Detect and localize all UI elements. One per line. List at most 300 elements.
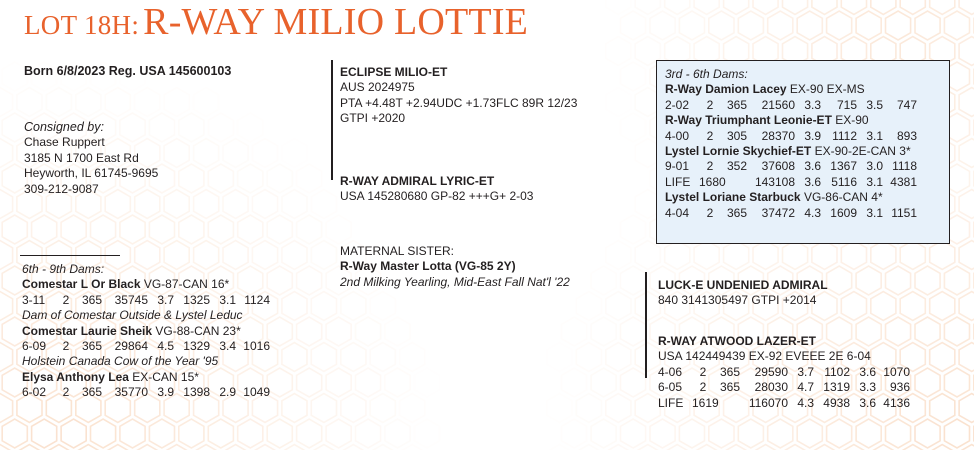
record-cell: 3.3 [804,97,821,112]
hexagon-shape [944,11,969,40]
hexagon-shape [621,11,646,40]
hexagon-shape [576,292,601,321]
record-cell: 3.4 [219,339,236,354]
hexagon-shape [709,419,734,448]
hexagon-shape [635,394,660,423]
hexagon-shape [238,164,263,193]
hexagon-shape [282,343,307,372]
record-cell: 3.9 [804,128,821,143]
record-cell: 1118 [892,159,917,174]
divider-line [20,255,120,256]
hexagon-shape [356,368,381,397]
hexagon-shape [547,343,572,372]
hexagon-shape [414,419,439,448]
record-cell: 35770 [114,385,148,400]
hexagon-shape [959,139,974,168]
mgs-name: LUCK-E UNDENIED ADMIRAL [658,278,828,292]
hexagon-shape [238,113,263,142]
hexagon-shape [311,241,336,270]
maternal-sister-name: R-Way Master Lotta (VG-85 2Y) [340,259,516,274]
hexagon-shape [841,0,866,15]
record-cell: 5116 [831,174,857,189]
record-cell: 936 [889,380,910,395]
hexagon-shape [356,419,381,448]
hexagon-shape [562,419,587,448]
record-cell: 4-04 [665,205,690,220]
record-cell: 365 [719,380,741,395]
hexagon-shape [959,241,974,270]
hexagon-shape [724,241,749,270]
sire-details [340,80,577,126]
record-cell: 1049 [243,385,270,400]
hexagon-shape [267,419,292,448]
record-cell: 3.1 [219,292,236,307]
production-record [665,159,917,174]
record-cell [714,396,746,411]
record-cell: 6-02 [22,385,47,400]
consignor-line: 3185 N 1700 East Rd [24,150,139,165]
hexagon-shape [164,190,189,219]
hexagon-shape [2,419,27,448]
hexagon-shape [135,88,160,117]
record-cell: 1124 [244,292,270,307]
record-cell: 3.6 [804,174,821,189]
hexagon-shape [194,190,219,219]
hexagon-shape [297,419,322,448]
hexagon-shape [149,215,174,244]
hexagon-shape [635,343,660,372]
consignor-line: Heyworth, IL 61745-9695 [24,166,159,181]
hexagon-shape [635,241,660,270]
record-cell: 4.7 [797,380,814,395]
mgs-block [658,278,828,309]
record-cell: 3.0 [866,159,883,174]
ancestor-name: R-Way Damion Lacey [665,82,790,97]
hexagon-shape [591,368,616,397]
dam-block [340,174,533,205]
hexagon-shape [238,215,263,244]
hexagon-shape [252,190,277,219]
hexagon-shape [900,241,925,270]
record-cell: 4938 [823,395,850,410]
record-cell: 1398 [183,385,210,400]
hexagon-shape [679,11,704,40]
production-record [658,396,910,411]
hexagon-shape [856,11,881,40]
hexagon-shape [841,292,866,321]
hexagon-shape [179,113,204,142]
hexagon-shape [959,37,974,66]
hexagon-shape [46,88,71,117]
hexagon-shape [812,241,837,270]
hexagon-shape [724,0,749,15]
hexagon-shape [621,62,646,91]
hexagon-shape [0,190,13,219]
hexagon-shape [0,139,13,168]
ancestor-classification: EX-90 EX-MS [789,82,865,97]
hexagon-shape [959,292,974,321]
record-cell: 3.7 [157,292,174,307]
record-cell: 28370 [761,128,795,143]
hexagon-shape [17,88,42,117]
granddam-details [658,349,910,364]
hexagon-shape [944,368,969,397]
record-cell: 2.9 [219,385,236,400]
lot-title [24,2,528,50]
dams-3-6-list [665,82,917,221]
record-cell: 3.9 [157,385,174,400]
hexagon-shape [900,0,925,15]
hexagon-shape [400,394,425,423]
production-record [665,206,917,221]
hexagon-shape [179,215,204,244]
hexagon-shape [223,190,248,219]
hexagon-shape [915,11,940,40]
hexagon-shape [282,190,307,219]
ancestor-line [22,324,270,339]
dams-3-6-box [656,60,950,244]
hexagon-shape [797,419,822,448]
hexagon-shape [267,164,292,193]
hexagon-shape [194,88,219,117]
hexagon-shape [768,11,793,40]
ancestor-name: Elysa Anthony Lea [22,369,133,384]
dam-details [340,189,533,204]
record-cell: 4-00 [665,128,690,143]
hexagon-shape [562,317,587,346]
record-cell: 9-01 [665,159,690,174]
record-cell: 715 [836,97,857,112]
maternal-sister-block [340,244,570,290]
hexagon-shape [930,0,955,15]
hexagon-shape [326,368,351,397]
hexagon-shape [326,419,351,448]
hexagon-shape [164,139,189,168]
hexagon-shape [930,292,955,321]
record-cell: 3.6 [859,395,876,410]
hexagon-shape [694,241,719,270]
record-cell: 365 [81,339,103,354]
hexagon-shape [267,317,292,346]
ancestor-classification: VG-86-CAN 4* [803,190,883,205]
record-cell: 365 [726,205,748,220]
record-cell: 365 [726,97,748,112]
hexagon-shape [341,394,366,423]
ancestor-note: Dam of Comestar Outside & Lystel Leduc [22,308,243,323]
ancestor-name: R-Way Triumphant Leonie-ET [665,113,836,128]
record-cell: 29864 [114,339,148,354]
production-record [665,175,917,190]
record-cell: 116070 [748,395,788,410]
hexagon-shape [32,419,57,448]
hexagon-shape [591,266,616,295]
hexagon-shape [576,394,601,423]
hexagon-shape [297,317,322,346]
record-cell: 893 [896,128,917,143]
consignor-heading: Consigned by: [24,120,104,134]
hexagon-shape [267,266,292,295]
hexagon-shape [871,241,896,270]
hexagon-shape [385,368,410,397]
ancestor-name: Lystel Lornie Skychief-ET [665,144,815,159]
production-record [665,129,917,144]
hexagon-shape [886,266,911,295]
lot-name: R-WAY MILIO LOTTIE [143,1,529,43]
ancestor-line [22,370,270,385]
hexagon-shape [753,0,778,15]
record-cell: 2 [706,205,714,220]
dams-6-9-list [22,277,270,400]
maternal-sister-heading: MATERNAL SISTER: [340,244,455,258]
hexagon-shape [0,241,13,270]
hexagon-shape [120,419,145,448]
hexagon-shape [856,419,881,448]
record-cell: 2 [62,385,70,400]
record-cell: 3.6 [804,159,821,174]
pedigree-bracket-sire [331,60,333,180]
record-cell: 3-11 [22,292,46,307]
hexagon-shape [606,292,631,321]
hexagon-shape [179,164,204,193]
hexagon-shape [105,88,130,117]
production-record [22,339,270,354]
hexagon-shape [297,368,322,397]
record-cell: 2 [699,364,707,379]
ancestor-classification: VG-88-CAN 23* [155,323,241,338]
mgs-detail: 840 3141305497 GTPI +2014 [658,293,817,308]
hexagon-shape [606,88,631,117]
hexagon-shape [871,292,896,321]
hexagon-shape [32,215,57,244]
production-record [658,365,910,380]
hexagon-shape [414,368,439,397]
hexagon-shape [370,292,395,321]
record-cell: 305 [726,128,748,143]
record-cell: 1325 [183,292,210,307]
production-record [22,385,270,400]
record-cell: 3.1 [866,174,883,189]
ancestor-classification: EX-90 [835,113,869,128]
hexagon-shape [944,317,969,346]
hexagon-shape [679,419,704,448]
hexagon-shape [841,241,866,270]
hexagon-shape [621,317,646,346]
record-cell: 1367 [830,159,857,174]
hexagon-shape [886,11,911,40]
hexagon-shape [282,241,307,270]
hexagon-shape [562,368,587,397]
hexagon-shape [282,292,307,321]
hexagon-shape [179,419,204,448]
record-cell: 747 [896,97,917,112]
record-cell: 1016 [243,339,270,354]
hexagon-shape [576,343,601,372]
hexagon-shape [915,368,940,397]
pedigree-bracket-mgs [645,272,647,378]
ancestor-line [22,277,270,292]
record-cell: 2-02 [665,97,690,112]
hexagon-shape [930,343,955,372]
ancestor-line [665,190,917,205]
hexagon-shape [886,419,911,448]
hexagon-shape [665,241,690,270]
record-cell: 4.3 [804,205,821,220]
hexagon-shape [385,419,410,448]
record-cell [721,175,753,190]
hexagon-shape [297,266,322,295]
hexagon-shape [944,419,969,448]
hexagon-shape [341,292,366,321]
hexagon-shape [665,0,690,15]
consignor-line: Chase Ruppert [24,135,105,150]
record-cell: 1070 [883,364,910,379]
hexagon-shape [267,368,292,397]
dams-3-6-heading: 3rd - 6th Dams: [665,67,748,81]
ancestor-name: Lystel Loriane Starbuck [665,190,804,205]
hexagon-shape [282,394,307,423]
hexagon-shape [267,215,292,244]
hexagon-shape [2,215,27,244]
hexagon-shape [282,139,307,168]
hexagon-shape [959,343,974,372]
hexagon-shape [0,88,13,117]
record-cell: 2 [706,97,714,112]
hexagon-shape [900,292,925,321]
record-cell: 29590 [754,364,788,379]
hexagon-shape [311,343,336,372]
dams-6-9-heading: 6th - 9th Dams: [22,262,105,276]
hexagon-shape [370,343,395,372]
ancestor-note: Holstein Canada Cow of the Year '95 [22,354,219,369]
granddam-block [658,334,910,411]
record-cell: 6-05 [658,380,683,395]
record-cell: 28030 [754,380,788,395]
ancestor-line [665,82,917,97]
dam-name: R-WAY ADMIRAL LYRIC-ET [340,174,495,188]
record-cell: 3.7 [797,364,814,379]
hexagon-shape [783,0,808,15]
hexagon-shape [208,164,233,193]
record-cell: 3.5 [866,97,883,112]
hexagon-shape [930,394,955,423]
hexagon-shape [797,11,822,40]
hexagon-shape [0,343,13,372]
ancestor-name: Comestar Laurie Sheik [22,323,156,338]
hexagon-shape [959,88,974,117]
consignor-lines [24,135,158,197]
hexagon-shape [208,215,233,244]
hexagon-shape [326,317,351,346]
record-cell: 143108 [754,174,795,189]
hexagon-shape [547,394,572,423]
hexagon-shape [606,0,631,15]
ancestor-line [665,113,917,128]
record-cell: 2 [699,380,707,395]
record-cell: 2 [706,128,714,143]
granddam-name: R-WAY ATWOOD LAZER-ET [658,334,816,348]
ancestor-line [665,144,917,159]
sire-detail: GTPI +2020 [340,111,406,126]
hexagon-shape [915,317,940,346]
hexagon-shape [650,11,675,40]
hexagon-shape [635,0,660,15]
hexagon-shape [61,419,86,448]
hexagon-shape [871,0,896,15]
hexagon-shape [164,88,189,117]
sire-detail: AUS 2024975 [340,80,415,95]
hexagon-shape [709,11,734,40]
record-cell: 3.1 [866,128,883,143]
hexagon-shape [223,139,248,168]
hexagon-shape [297,164,322,193]
hexagon-shape [341,343,366,372]
hexagon-shape [621,113,646,142]
hexagon-shape [915,266,940,295]
hexagon-shape [753,241,778,270]
record-cell: 4136 [883,395,910,410]
hexagon-shape [621,215,646,244]
hexagon-shape [827,419,852,448]
hexagon-shape [959,0,974,15]
record-cell: 1680 [699,174,726,189]
hexagon-shape [297,215,322,244]
hexagon-shape [827,266,852,295]
record-cell: 37472 [761,205,795,220]
hexagon-shape [194,139,219,168]
hexagon-shape [208,419,233,448]
record-cell: 6-09 [22,339,47,354]
hexagon-shape [238,419,263,448]
hexagon-shape [812,0,837,15]
maternal-sister-note: 2nd Milking Yearling, Mid-East Fall Nat'l '22 [340,274,570,289]
record-cell: 3.3 [859,380,876,395]
dams-6-9-block [22,262,270,401]
hexagon-shape [959,190,974,219]
record-cell: 2 [62,339,70,354]
hexagon-shape [606,343,631,372]
record-cell: 21560 [761,97,795,112]
record-cell: 37608 [761,159,795,174]
hexagon-shape [768,419,793,448]
hexagon-shape [149,419,174,448]
hexagon-shape [738,11,763,40]
production-record [665,98,917,113]
hexagon-shape [694,0,719,15]
hexagon-shape [208,113,233,142]
ancestor-classification: VG-87-CAN 16* [143,277,230,292]
hexagon-shape [311,190,336,219]
record-cell: 1319 [823,380,850,395]
record-cell: 1329 [183,339,210,354]
consignor-line: 309-212-9087 [24,181,99,196]
hexagon-shape [120,215,145,244]
lot-number: LOT 18H: [24,10,140,40]
hexagon-shape [930,241,955,270]
record-cell: 3.1 [866,205,883,220]
record-cell: 1619 [692,395,719,410]
hexagon-shape [856,266,881,295]
production-record [22,293,270,308]
hexagon-shape [591,419,616,448]
record-cell: 35745 [114,292,148,307]
record-cell: 4.3 [797,395,814,410]
born-registration: Born 6/8/2023 Reg. USA 145600103 [24,64,232,78]
sire-block [340,65,577,127]
hexagon-shape [621,368,646,397]
ancestor-name: Comestar L Or Black [22,277,144,292]
record-cell: 4381 [890,174,917,189]
granddam-records [658,365,910,411]
